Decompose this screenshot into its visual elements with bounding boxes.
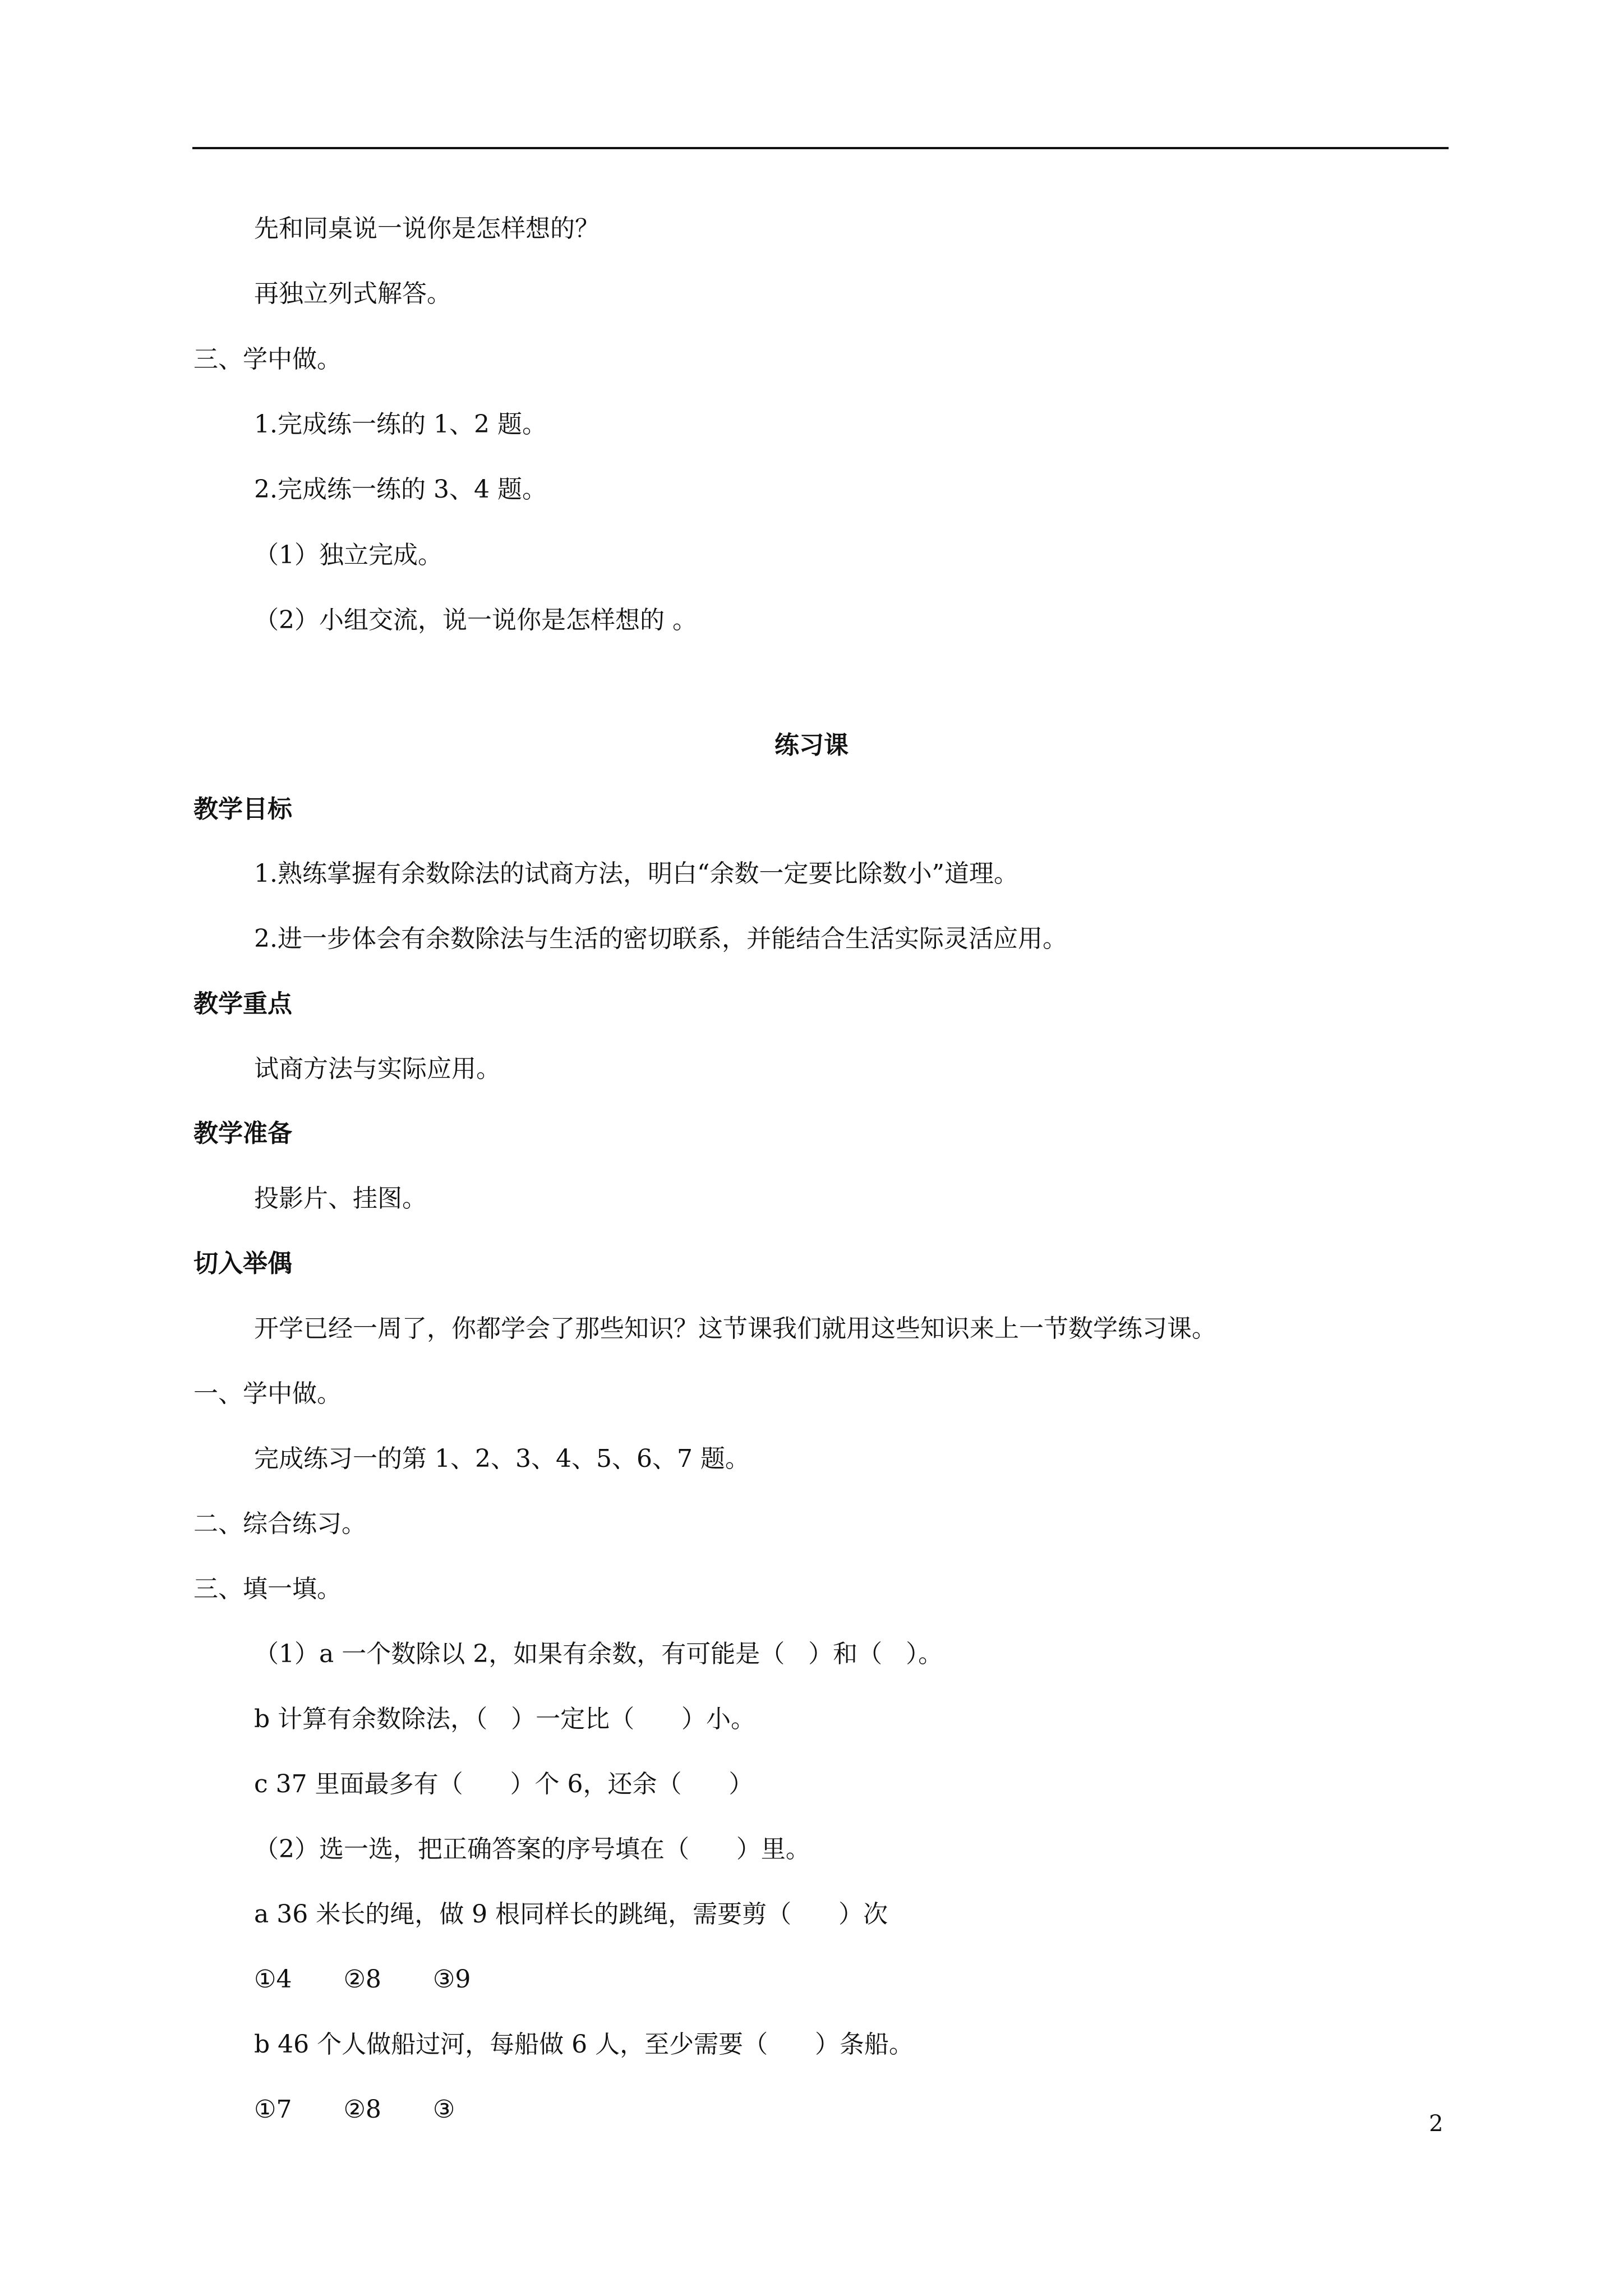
option: ③9	[432, 1965, 471, 1994]
list-item: （1）独立完成。	[254, 541, 442, 569]
lesson-title: 练习课	[774, 731, 849, 760]
options-line	[254, 2093, 455, 2127]
section-heading: 三、填一填。	[193, 1575, 342, 1603]
text-line: 先和同桌说一说你是怎样想的？	[254, 214, 600, 243]
section-heading: 教学目标	[193, 795, 292, 823]
list-item: 2.完成练一练的 3、4 题。	[254, 475, 547, 504]
text-line: 开学已经一周了，你都学会了那些知识？这节课我们就用这些知识来上一节数学练习课。	[254, 1314, 1216, 1343]
option: ③	[432, 2095, 455, 2124]
section-heading: 一、学中做。	[193, 1379, 342, 1408]
question-line: （2）选一选，把正确答案的序号填在（ ）里。	[254, 1835, 810, 1864]
option: ②8	[343, 2095, 381, 2124]
question-line: （1）a 一个数除以 2，如果有余数，有可能是（ ）和（ ）。	[254, 1640, 943, 1668]
question-line: a 36 米长的绳，做 9 根同样长的跳绳，需要剪（ ）次	[254, 1900, 888, 1929]
question-line: b 计算有余数除法，（ ）一定比（ ）小。	[254, 1705, 756, 1733]
page-number: 2	[1429, 2111, 1444, 2137]
list-item: 2.进一步体会有余数除法与生活的密切联系，并能结合生活实际灵活应用。	[254, 924, 1067, 953]
question-line: c 37 里面最多有（ ）个 6，还余（ ）	[254, 1770, 754, 1798]
section-heading: 教学准备	[193, 1119, 292, 1148]
text-line: 完成练习一的第 1、2、3、4、5、6、7 题。	[254, 1444, 750, 1473]
options-line	[254, 1963, 471, 1996]
list-item: 1.熟练掌握有余数除法的试商方法，明白“余数一定要比除数小”道理。	[254, 859, 1018, 888]
section-heading: 二、综合练习。	[193, 1510, 366, 1538]
text-line: 试商方法与实际应用。	[254, 1055, 501, 1083]
option: ①4	[254, 1965, 292, 1994]
option: ①7	[254, 2095, 292, 2124]
option: ②8	[343, 1965, 381, 1994]
list-item: （2）小组交流，说一说你是怎样想的 。	[254, 606, 697, 634]
list-item: 1.完成练一练的 1、2 题。	[254, 410, 547, 439]
text-line: 再独立列式解答。	[254, 279, 451, 308]
section-heading: 三、学中做。	[193, 345, 342, 374]
header-rule	[192, 147, 1449, 149]
text-line: 投影片、挂图。	[254, 1184, 427, 1213]
section-heading: 切入举偶	[193, 1249, 292, 1278]
question-line: b 46 个人做船过河，每船做 6 人，至少需要（ ）条船。	[254, 2030, 914, 2059]
section-heading: 教学重点	[193, 990, 292, 1018]
